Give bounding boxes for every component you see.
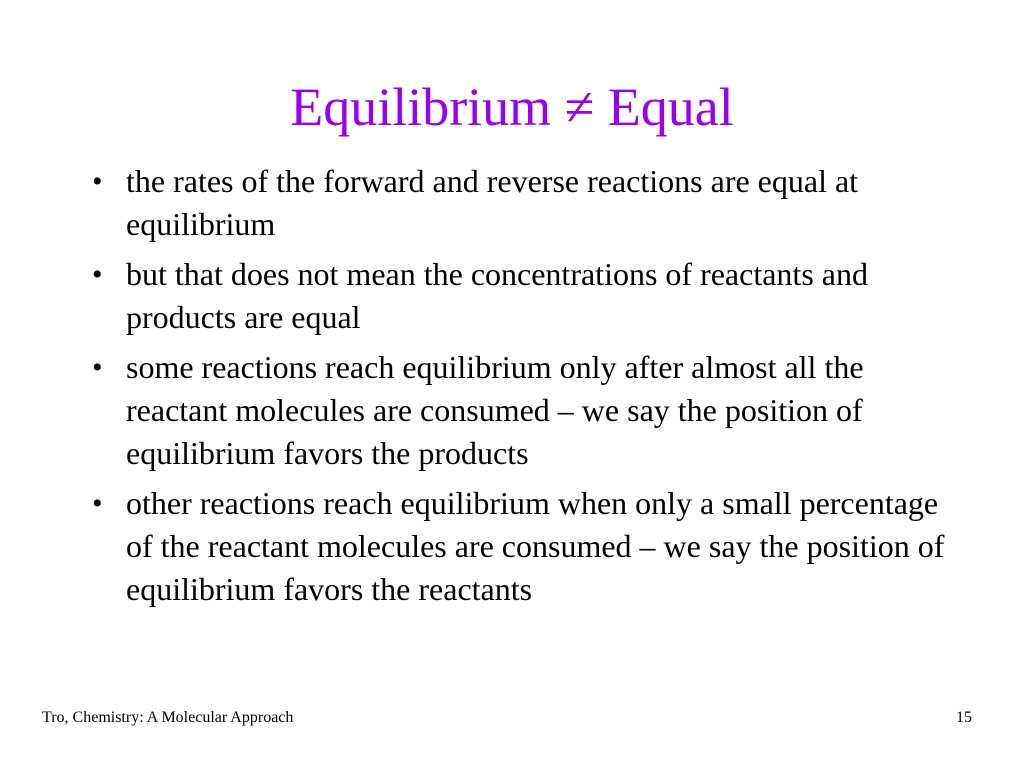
bullet-item [92,253,952,339]
bullet-item [92,482,952,611]
bullet-text: other reactions reach equilibrium when only a small percentage of the reactant molecules are consumed – we say the position of equilibrium favors the reactants [126,485,945,607]
bullet-item [92,160,952,246]
footer-source: Tro, Chemistry: A Molecular Approach [42,709,294,726]
bullet-item [92,346,952,475]
bullet-text: but that does not mean the concentrations of reactants and products are equal [126,256,868,335]
slide-title: Equilibrium ≠ Equal [290,77,734,137]
slide-number: 15 [956,709,972,726]
bullet-list [92,160,952,618]
bullet-text: some reactions reach equilibrium only after almost all the reactant molecules are consumed – we say the position of equilibrium favors the products [126,349,864,471]
bullet-icon: • [92,351,103,384]
bullet-icon: • [92,487,103,520]
bullet-icon: • [92,258,103,291]
bullet-text: the rates of the forward and reverse reactions are equal at equilibrium [126,163,859,242]
bullet-icon: • [92,165,103,198]
